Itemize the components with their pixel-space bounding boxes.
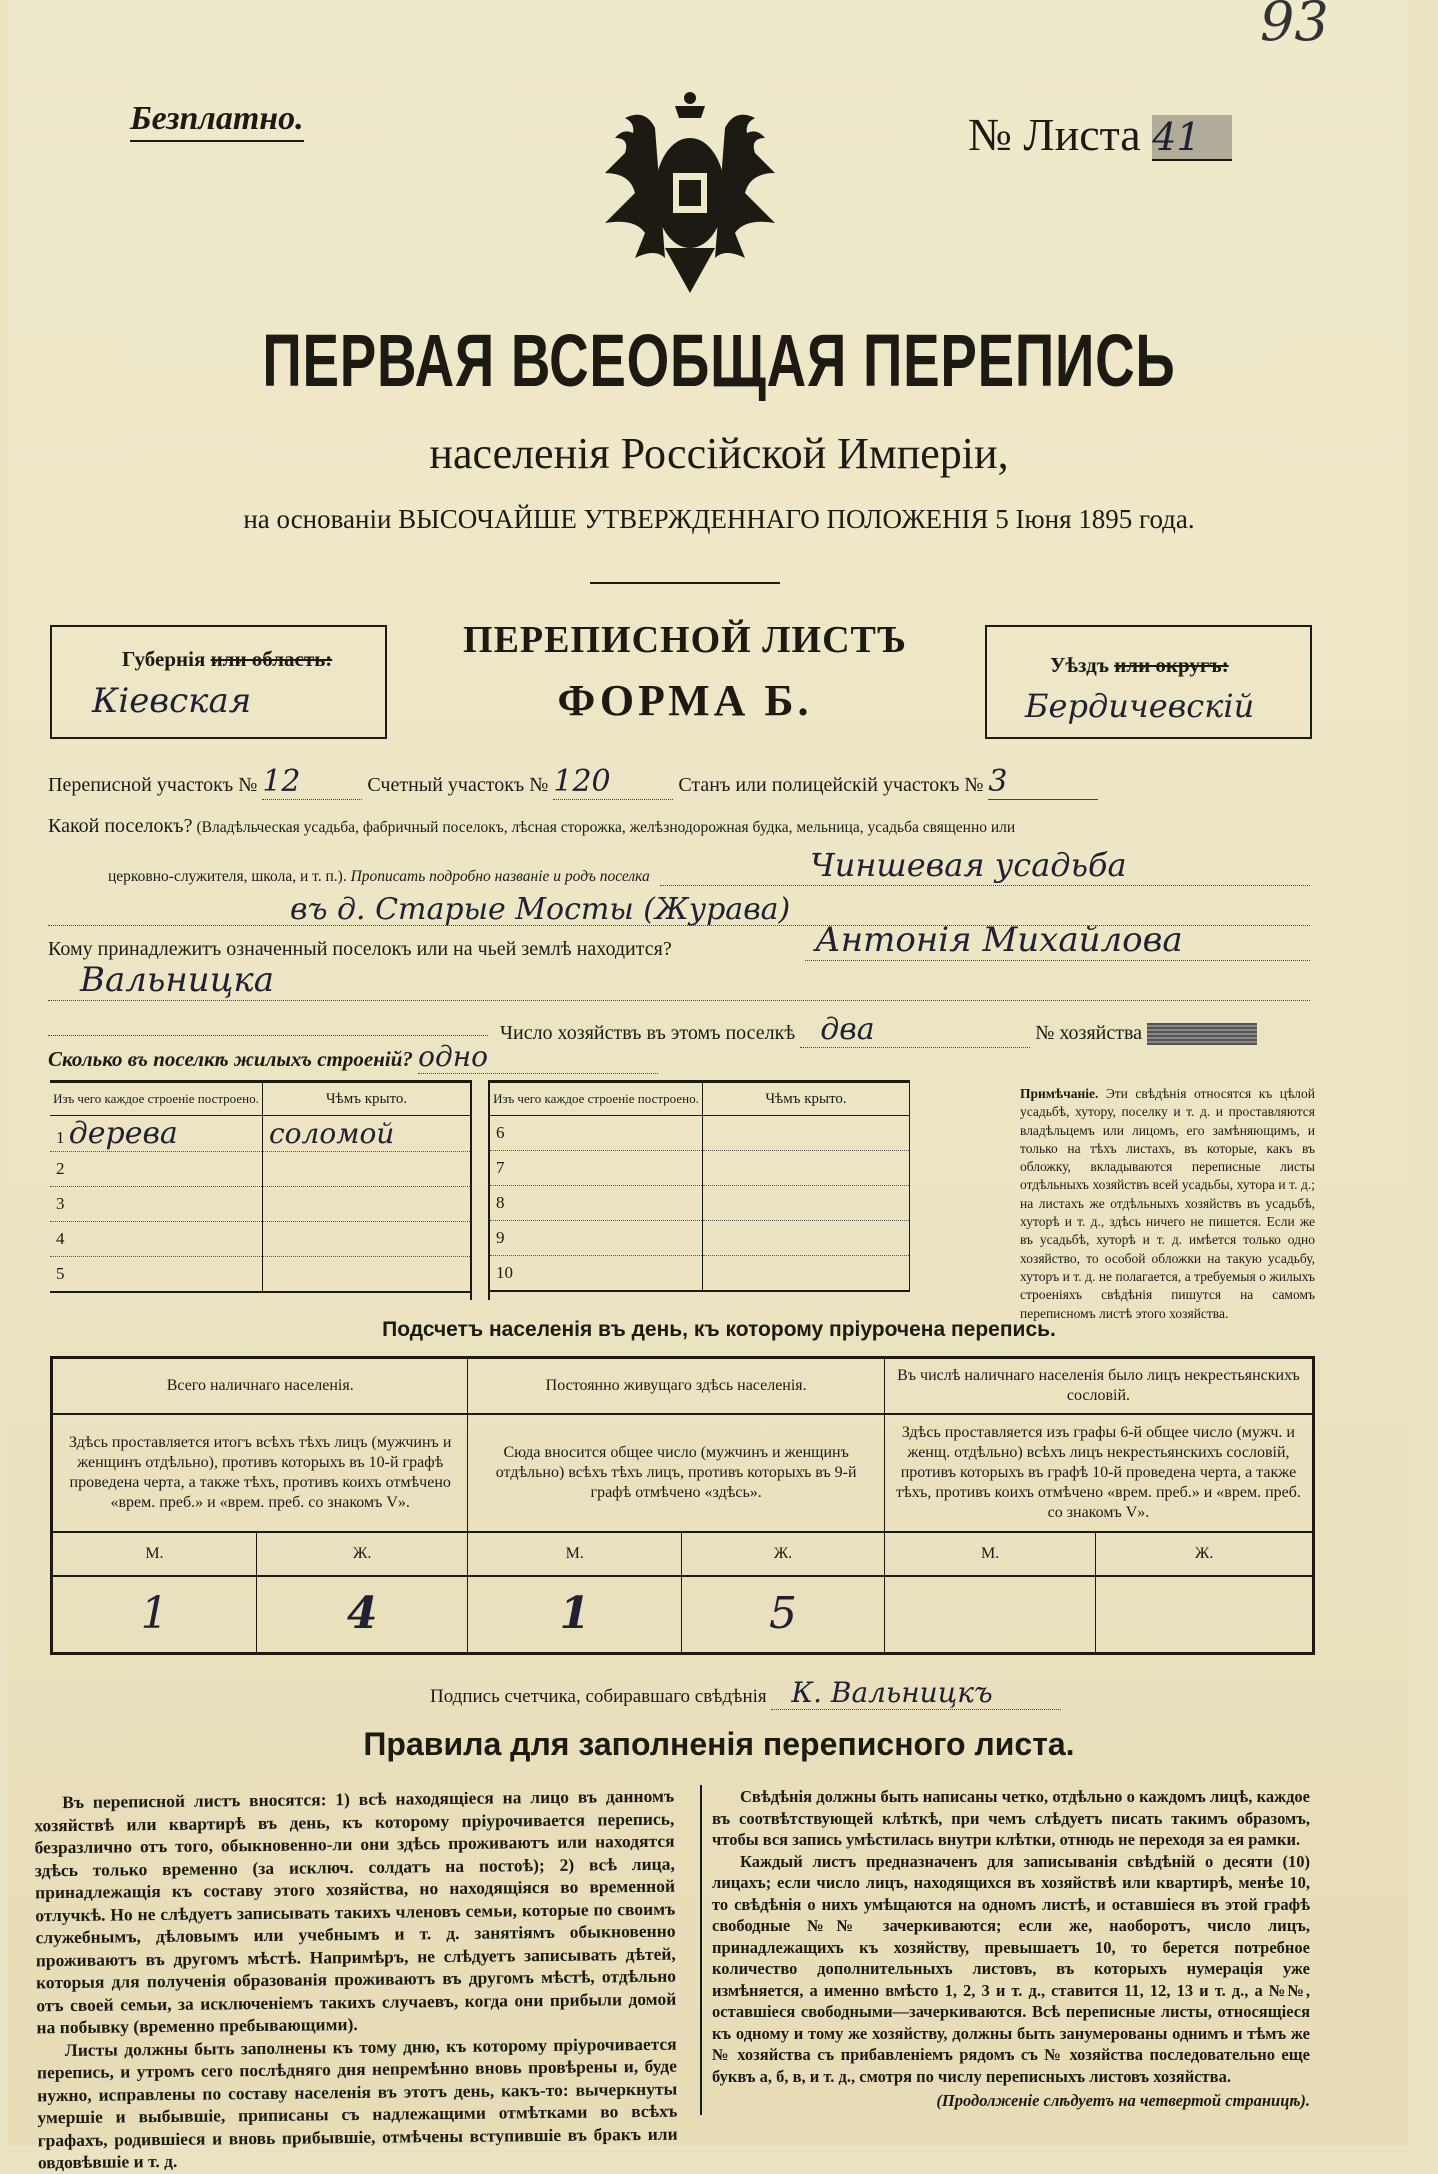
- count-district-value[interactable]: 120: [553, 764, 673, 800]
- form-title: ПЕРЕПИСНОЙ ЛИСТЪ: [463, 619, 907, 661]
- col-material: Изъ чего каждое строеніе построено.: [50, 1082, 263, 1116]
- col-roof: Чѣмъ крыто.: [263, 1082, 471, 1116]
- uezd-box: [985, 625, 1312, 739]
- note-text: Эти свѣдѣнія относятся къ цѣлой усадьбѣ, хутору, поселку и т. д. и проставляются владѣльцемъ или лицомъ, его замѣняющимъ, и только на тѣхъ листахъ, въ которые, какъ въ обложку, вкладываются переписные листы отдѣльныхъ хозяйствъ всей усадьбы, хутора и т. д.; на листахъ же отдѣльныхъ хозяйствъ въ усадьбѣ, хуторѣ и т. д., здѣсь ничего не пишется. Если же въ усадьбѣ, хуторѣ и т. д. имѣется только одно хозяйство, то особой обложки на такую усадьбу, хуторъ и т. д. не полагается, а требуемыя о жилыхъ строеніяхъ свѣдѣнія пишутся на самомъ переписномъ листѣ этого хозяйства.: [1020, 1086, 1316, 1321]
- households-label: Число хозяйствъ въ этомъ поселкѣ: [500, 1022, 796, 1044]
- table-row: 9: [490, 1221, 910, 1256]
- total-male[interactable]: 1: [52, 1576, 257, 1654]
- divider: [590, 582, 780, 584]
- uezd-label: Уѣздъ или округъ:: [1050, 653, 1229, 677]
- legal-basis: на основаніи ВЫСОЧАЙШЕ УТВЕРЖДЕННАГО ПОЛОЖЕНІЯ 5 Іюня 1895 года.: [243, 504, 1195, 534]
- gubernia-label: Губернія или область:: [122, 647, 333, 671]
- settlement-row: [48, 815, 1015, 838]
- free-label: Безплатно.: [130, 100, 304, 142]
- permanent-male[interactable]: 1: [468, 1576, 682, 1654]
- table-row: 3: [50, 1187, 470, 1222]
- rules-title: Правила для заполненія переписного листа.: [363, 1726, 1075, 1762]
- census-district-value[interactable]: 12: [262, 764, 362, 800]
- buildings-row: [48, 1040, 658, 1074]
- rules-paragraph: Листы должны быть заполнены къ тому дню, къ которому пріурочивается перепись, и утромъ сего послѣдняго дня непремѣнно вновь провѣрены и, буде нужно, исправлены по составу населенія въ этотъ день, какъ-то: вычеркнуты умершіе и выбывшіе, приписаны съ надлежащими отмѣтками во всѣхъ графахъ, родившіеся и вновь прибывшіе, отмѣчены вступившіе въ бракъ или овдовѣвшіе и т. д.: [36, 2033, 678, 2173]
- rules-paragraph: Въ переписной листъ вносятся: 1) всѣ находящіеся на лицо въ данномъ хозяйствѣ или квартирѣ въ день, къ которому пріурочивается перепись, безразлично отъ того, обыкновенно-ли они здѣсь проживаютъ или находятся здѣсь только временно (за исключ. солдатъ на постоѣ); 2) всѣ лица, принадлежащія къ составу этого хозяйства, но находящіяся во временной отлучкѣ. Но не слѣдуетъ записывать такихъ членовъ семьи, которые по своимъ служебнымъ, дѣловымъ или учебнымъ и т. д. занятіямъ обыкновенно проживаютъ въ другомъ мѣстѣ. Напримѣръ, не слѣдуетъ записывать дѣтей, которыя для полученія образованія проживаютъ въ другомъ мѣстѣ, отдѣльно отъ своей семьи, за исключеніемъ такихъ случаевъ, когда они прибыли домой на побывку (временно пребывающими).: [34, 1785, 677, 2038]
- f-label: Ж.: [256, 1532, 468, 1576]
- signature-row: [430, 1676, 1061, 1710]
- total-female[interactable]: 4: [256, 1576, 468, 1654]
- gubernia-value: Кіевская: [92, 681, 252, 721]
- settlement-hint: (Владѣльческая усадьба, фабричный поселокъ, лѣсная сторожка, желѣзнодорожная будка, мельница, усадьба священно или: [196, 819, 1016, 836]
- table-row: 2: [50, 1152, 470, 1187]
- rules-paragraph: Каждый листъ предназначенъ для записыванія свѣдѣній о десяти (10) лицахъ; если число лицъ, находящихся въ хозяйствѣ или квартирѣ, менѣе 10, то свѣдѣнія о нихъ умѣщаются на одномъ листѣ, и оставшіеся въ этой графѣ свободные №№ зачеркиваются; если же, наоборотъ, число лицъ, принадлежащихъ къ хозяйству, превышаетъ 10, то берется потребное количество дополнительныхъ листовъ, въ которыхъ нумерація уже измѣняется, а именно вмѣсто 1, 2, 3 и т. д., ставится 11, 12, 13 и т. д., а №№, оставшіеся свободными—зачеркиваются. Всѣ переписные листы, относящіеся къ одному и тому же хозяйству, должны быть занумерованы однимъ и тѣмъ же № хозяйства съ прибавленіемъ рядомъ съ № хозяйства последовательно еще буквъ а, б, в, и т. д., смотря по числу переписныхъ листовъ хозяйства.: [712, 1851, 1310, 2086]
- divider: [470, 1080, 472, 1300]
- settlement-line: [660, 885, 1310, 886]
- settlement-value-2[interactable]: въ д. Старые Мосты (Журава): [290, 892, 791, 927]
- imperial-eagle-emblem: [595, 88, 785, 303]
- owner-value[interactable]: Антонія Михайлова: [815, 920, 1183, 960]
- col-head-permanent: Постоянно живущаго здѣсь населенія.: [468, 1358, 884, 1414]
- m-label: М.: [884, 1532, 1096, 1576]
- buildings-table-left: [50, 1080, 470, 1293]
- population-table: [50, 1356, 1315, 1655]
- count-district-label: Счетный участокъ №: [367, 774, 549, 796]
- f-label: Ж.: [1096, 1532, 1314, 1576]
- title-wrap: [0, 318, 1438, 403]
- buildings-value[interactable]: одно: [418, 1040, 658, 1074]
- signature-value: К. Вальницкъ: [771, 1676, 1061, 1710]
- m-label: М.: [52, 1532, 257, 1576]
- f-label: Ж.: [682, 1532, 885, 1576]
- note: [1020, 1085, 1315, 1323]
- settlement-row-2: церковно-служителя, школа, и т. п.). Прописать подробно названіе и родъ поселка: [108, 868, 650, 885]
- police-district-label: Станъ или полицейскій участокъ №: [678, 774, 984, 796]
- col-desc: Здѣсь проставляется изъ графы 6-й общее число (мужч. и женщ. отдѣльно) всѣхъ лицъ некрестьянскихъ сословій, противъ которыхъ въ графѣ 10-й проведена черта, а также тѣхъ, противъ коихъ отмѣчено «врем. преб.» и «врем. преб. со знакомъ V».: [884, 1414, 1313, 1532]
- rules-paragraph: Свѣдѣнія должны быть написаны четко, отдѣльно о каждомъ лицѣ, каждое въ соотвѣтствующей клѣткѣ, при чемъ слѣдуетъ писать такимъ образомъ, чтобы вся запись умѣстилась внутри клѣтки, отнюдь не переходя за ея рамки.: [712, 1787, 1310, 1849]
- buildings-label: Сколько въ поселкѣ жилыхъ строеній?: [48, 1047, 413, 1071]
- owner-value-2[interactable]: Вальницка: [80, 960, 275, 1000]
- owner-label: Кому принадлежитъ означенный поселокъ или на чьей землѣ находится?: [48, 938, 672, 960]
- material-value: дерева: [68, 1116, 178, 1151]
- col-head-nonpeasant: Въ числѣ наличнаго населенія было лицъ некрестьянскихъ сословій.: [884, 1358, 1313, 1414]
- page-title: ПЕРВАЯ ВСЕОБЩАЯ ПЕРЕПИСЬ: [262, 319, 1176, 402]
- continued-note: (Продолженіе слѣдуетъ на четвертой страницѣ).: [936, 2091, 1310, 2110]
- table-row: 8: [490, 1186, 910, 1221]
- police-district-value[interactable]: 3: [988, 764, 1098, 800]
- subtitle: населенія Россійской Имперіи,: [429, 429, 1009, 478]
- owner-line-2: [48, 1000, 1310, 1001]
- household-no-redacted: [1147, 1023, 1257, 1045]
- rules-left-column: [34, 1785, 678, 2174]
- settlement-instruction: Прописать подробно названіе и родъ поселка: [350, 868, 650, 885]
- settlement-value[interactable]: Чиншевая усадьба: [810, 846, 1127, 884]
- nonpeasant-female[interactable]: [1096, 1576, 1314, 1654]
- table-row: 10: [490, 1256, 910, 1292]
- table-row: 1 дерева соломой: [50, 1116, 470, 1152]
- nonpeasant-male[interactable]: [884, 1576, 1096, 1654]
- rules-right-column: [712, 1786, 1310, 2111]
- settlement-label: Какой поселокъ?: [48, 815, 193, 837]
- census-district-label: Переписной участокъ №: [48, 774, 258, 796]
- buildings-table-right: Изъ чего каждое строеніе построено. Чѣмъ крыто. 6 7 8 9 10: [490, 1080, 910, 1292]
- m-label: М.: [468, 1532, 682, 1576]
- owner-line: [805, 960, 1310, 961]
- form-type: ФОРМА Б.: [557, 676, 813, 725]
- column-divider: [700, 1785, 702, 2115]
- sheet-number-value: 41: [1152, 115, 1232, 161]
- population-title: Подсчетъ населенія въ день, къ которому пріурочена перепись.: [382, 1318, 1056, 1341]
- col-head-total: Всего наличнаго населенія.: [52, 1358, 468, 1414]
- table-row: 6: [490, 1116, 910, 1151]
- col-desc: Сюда вносится общее число (мужчинъ и женщинъ отдѣльно) всѣхъ тѣхъ лицъ, противъ которыхъ въ 9-й графѣ отмѣчено «здѣсь».: [468, 1414, 884, 1532]
- districts-row: [48, 764, 1098, 800]
- gubernia-box: [50, 625, 387, 739]
- divider: [385, 625, 387, 739]
- roof-value: соломой: [263, 1116, 471, 1152]
- households-value[interactable]: два: [800, 1012, 1030, 1048]
- note-label: Примѣчаніе.: [1020, 1086, 1099, 1101]
- sheet-number-label: № Листа: [968, 109, 1141, 160]
- signature-label: Подпись счетчика, собиравшаго свѣдѣнія: [430, 1686, 767, 1707]
- table-row: 5: [50, 1257, 470, 1293]
- sheet-number: [968, 108, 1232, 161]
- archive-page-number: 93: [1260, 0, 1329, 53]
- col-desc: Здѣсь проставляется итогъ всѣхъ тѣхъ лицъ (мужчинъ и женщинъ отдѣльно), противъ которыхъ въ 10-й графѣ проведена черта, а также тѣхъ, противъ коихъ отмѣчено «врем. преб.» и «врем. преб. со знакомъ V».: [52, 1414, 468, 1532]
- table-row: 4: [50, 1222, 470, 1257]
- households-line-lead: [48, 1035, 488, 1036]
- permanent-female[interactable]: 5: [682, 1576, 885, 1654]
- household-no-label: № хозяйства: [1035, 1022, 1143, 1044]
- uezd-value: Бердичевскій: [1025, 687, 1255, 725]
- table-row: 7: [490, 1151, 910, 1186]
